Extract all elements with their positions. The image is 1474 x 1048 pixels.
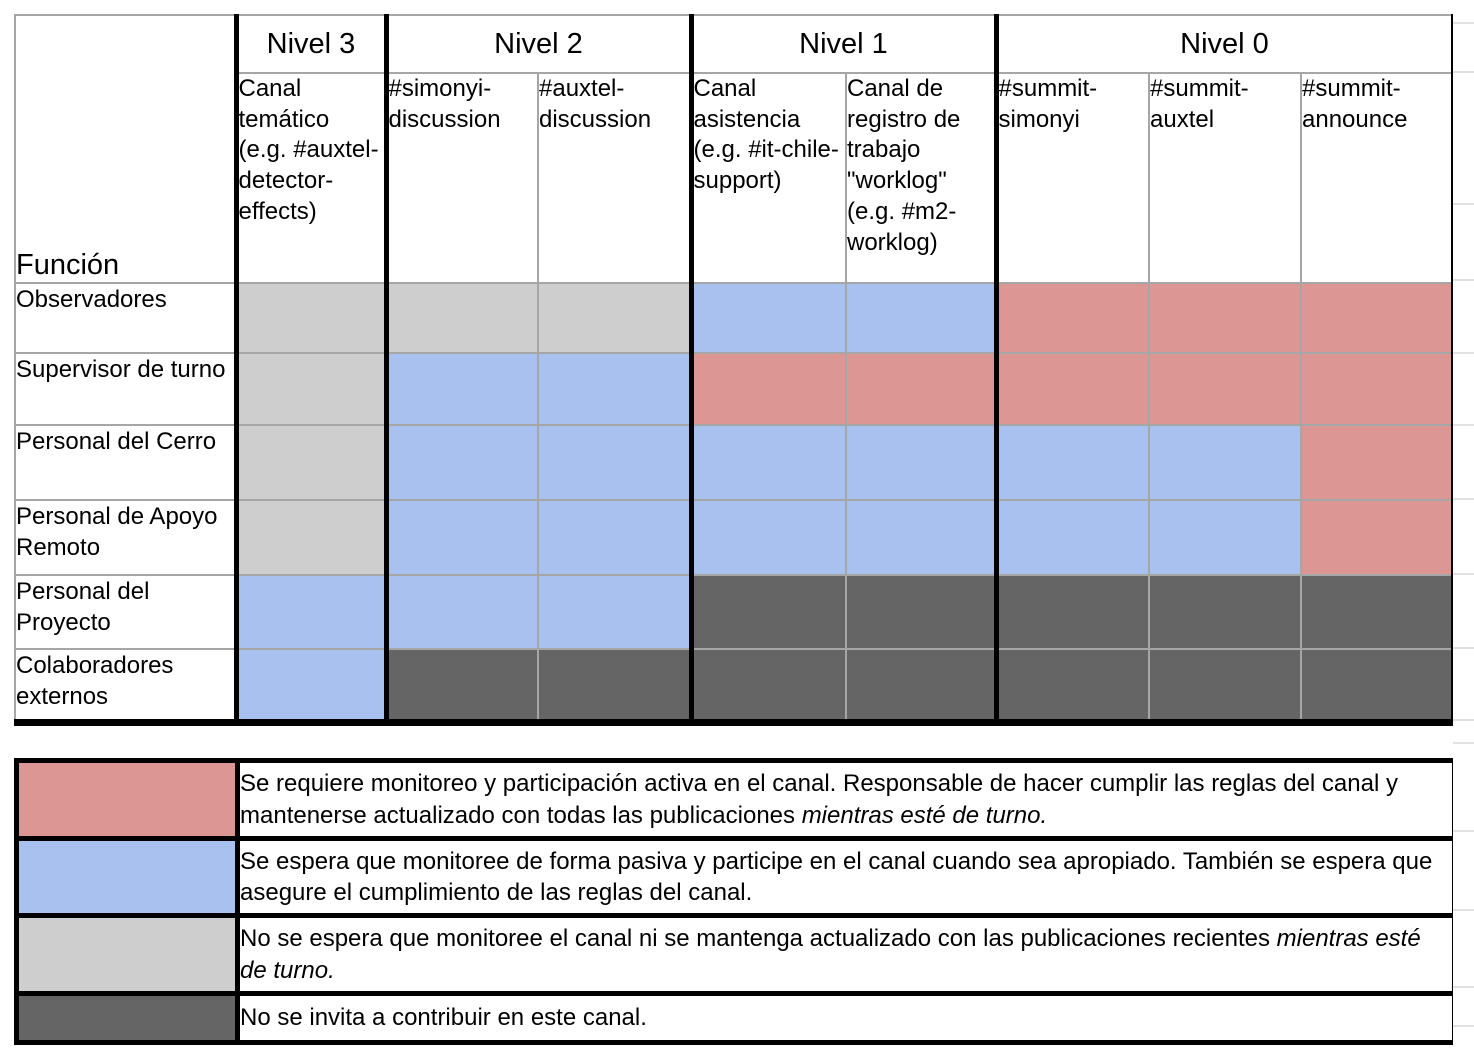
matrix-cell — [996, 575, 1149, 649]
legend-text-not-expected — [238, 916, 1455, 994]
table-row — [15, 649, 1453, 722]
row-label-observadores: Observadores — [15, 283, 236, 353]
legend-text-italic: mientras esté de turno. — [801, 801, 1048, 829]
matrix-cell — [236, 283, 386, 353]
matrix-cell — [236, 500, 386, 575]
matrix-cell — [236, 649, 386, 722]
matrix-cell — [386, 283, 538, 353]
matrix-cell — [1301, 425, 1453, 500]
function-column-header: Función — [15, 15, 236, 283]
legend-swatch-not-invited — [17, 994, 238, 1043]
channel-header-summit-announce: #summit-announce — [1301, 73, 1453, 283]
matrix-cell — [1149, 283, 1301, 353]
legend-row — [17, 761, 1455, 839]
matrix-cell — [538, 575, 691, 649]
matrix-cell — [1149, 649, 1301, 722]
matrix-cell — [1301, 283, 1453, 353]
legend-text-not-invited — [238, 994, 1455, 1043]
matrix-cell — [386, 353, 538, 425]
channel-header-canal-asistencia: Canal asistencia (e.g. #it-chile-support) — [691, 73, 846, 283]
channel-header-simonyi-discussion: #simonyi-discussion — [386, 73, 538, 283]
matrix-cell — [538, 649, 691, 722]
legend-text-expected — [238, 839, 1455, 916]
row-label-personal-de-apoyo-remoto: Personal de Apoyo Remoto — [15, 500, 236, 575]
matrix-cell — [846, 425, 996, 500]
matrix-cell — [236, 353, 386, 425]
channel-header-summit-simonyi: #summit-simonyi — [996, 73, 1149, 283]
matrix-cell — [1149, 425, 1301, 500]
matrix-cell — [1149, 500, 1301, 575]
matrix-cell — [538, 353, 691, 425]
legend-swatch-not-expected — [17, 916, 238, 994]
spreadsheet-edge-gridlines — [1453, 0, 1474, 1048]
legend-row — [17, 839, 1455, 916]
matrix-cell — [538, 500, 691, 575]
legend-text-main: No se invita a contribuir en este canal. — [240, 1004, 647, 1032]
legend-swatch-required — [17, 761, 238, 839]
matrix-cell — [1149, 353, 1301, 425]
matrix-cell — [386, 649, 538, 722]
matrix-cell — [996, 425, 1149, 500]
legend-text-main: Se requiere monitoreo y participación activa en el canal. Responsable de hacer cumplir las reglas del canal y mantenerse actualizado con todas las publicaciones — [240, 770, 1398, 829]
legend-text-required — [238, 761, 1455, 839]
legend-text-italic: mientras esté de turno. — [240, 925, 1421, 984]
channel-header-auxtel-discussion: #auxtel-discussion — [538, 73, 691, 283]
table-row — [15, 353, 1453, 425]
matrix-cell — [691, 425, 846, 500]
matrix-cell — [846, 500, 996, 575]
channel-header-canal-worklog: Canal de registro de trabajo "worklog" (e.g. #m2-worklog) — [846, 73, 996, 283]
table-row — [15, 500, 1453, 575]
matrix-cell — [386, 575, 538, 649]
table-row — [15, 283, 1453, 353]
level-header-nivel-0: Nivel 0 — [996, 15, 1453, 73]
level-header-row — [15, 15, 1453, 73]
matrix-cell — [691, 500, 846, 575]
legend-row — [17, 994, 1455, 1043]
matrix-cell — [1301, 649, 1453, 722]
matrix-cell — [691, 283, 846, 353]
matrix-cell — [538, 283, 691, 353]
matrix-cell — [1301, 575, 1453, 649]
matrix-cell — [691, 575, 846, 649]
matrix-cell — [386, 500, 538, 575]
matrix-cell — [846, 575, 996, 649]
level-header-nivel-1: Nivel 1 — [691, 15, 996, 73]
channel-header-summit-auxtel: #summit-auxtel — [1149, 73, 1301, 283]
legend-swatch-expected — [17, 839, 238, 916]
matrix-cell — [538, 425, 691, 500]
matrix-cell — [996, 500, 1149, 575]
matrix-cell — [846, 649, 996, 722]
matrix-cell — [846, 353, 996, 425]
row-label-personal-del-proyecto: Personal del Proyecto — [15, 575, 236, 649]
matrix-cell — [236, 575, 386, 649]
legend-row — [17, 916, 1455, 994]
color-legend — [14, 758, 1457, 1045]
level-header-nivel-3: Nivel 3 — [236, 15, 386, 73]
matrix-cell — [846, 283, 996, 353]
matrix-cell — [996, 353, 1149, 425]
row-label-personal-del-cerro: Personal del Cerro — [15, 425, 236, 500]
legend-text-main: No se espera que monitoree el canal ni se mantenga actualizado con las publicaciones recientes — [240, 925, 1277, 953]
table-row — [15, 425, 1453, 500]
row-label-colaboradores-externos: Colaboradores externos — [15, 649, 236, 722]
matrix-cell — [691, 649, 846, 722]
matrix-cell — [1301, 353, 1453, 425]
channel-participation-matrix — [14, 14, 1456, 726]
matrix-cell — [236, 425, 386, 500]
matrix-cell — [1301, 500, 1453, 575]
level-header-nivel-2: Nivel 2 — [386, 15, 691, 73]
channel-header-canal-tematico: Canal temático (e.g. #auxtel-detector-effects) — [236, 73, 386, 283]
matrix-cell — [691, 353, 846, 425]
row-label-supervisor-de-turno: Supervisor de turno — [15, 353, 236, 425]
matrix-cell — [996, 283, 1149, 353]
matrix-cell — [1149, 575, 1301, 649]
table-row — [15, 575, 1453, 649]
matrix-cell — [386, 425, 538, 500]
legend-text-main: Se espera que monitoree de forma pasiva y participe en el canal cuando sea apropiado. También se espera que asegure el cumplimiento de las reglas del canal. — [240, 847, 1433, 906]
matrix-cell — [996, 649, 1149, 722]
